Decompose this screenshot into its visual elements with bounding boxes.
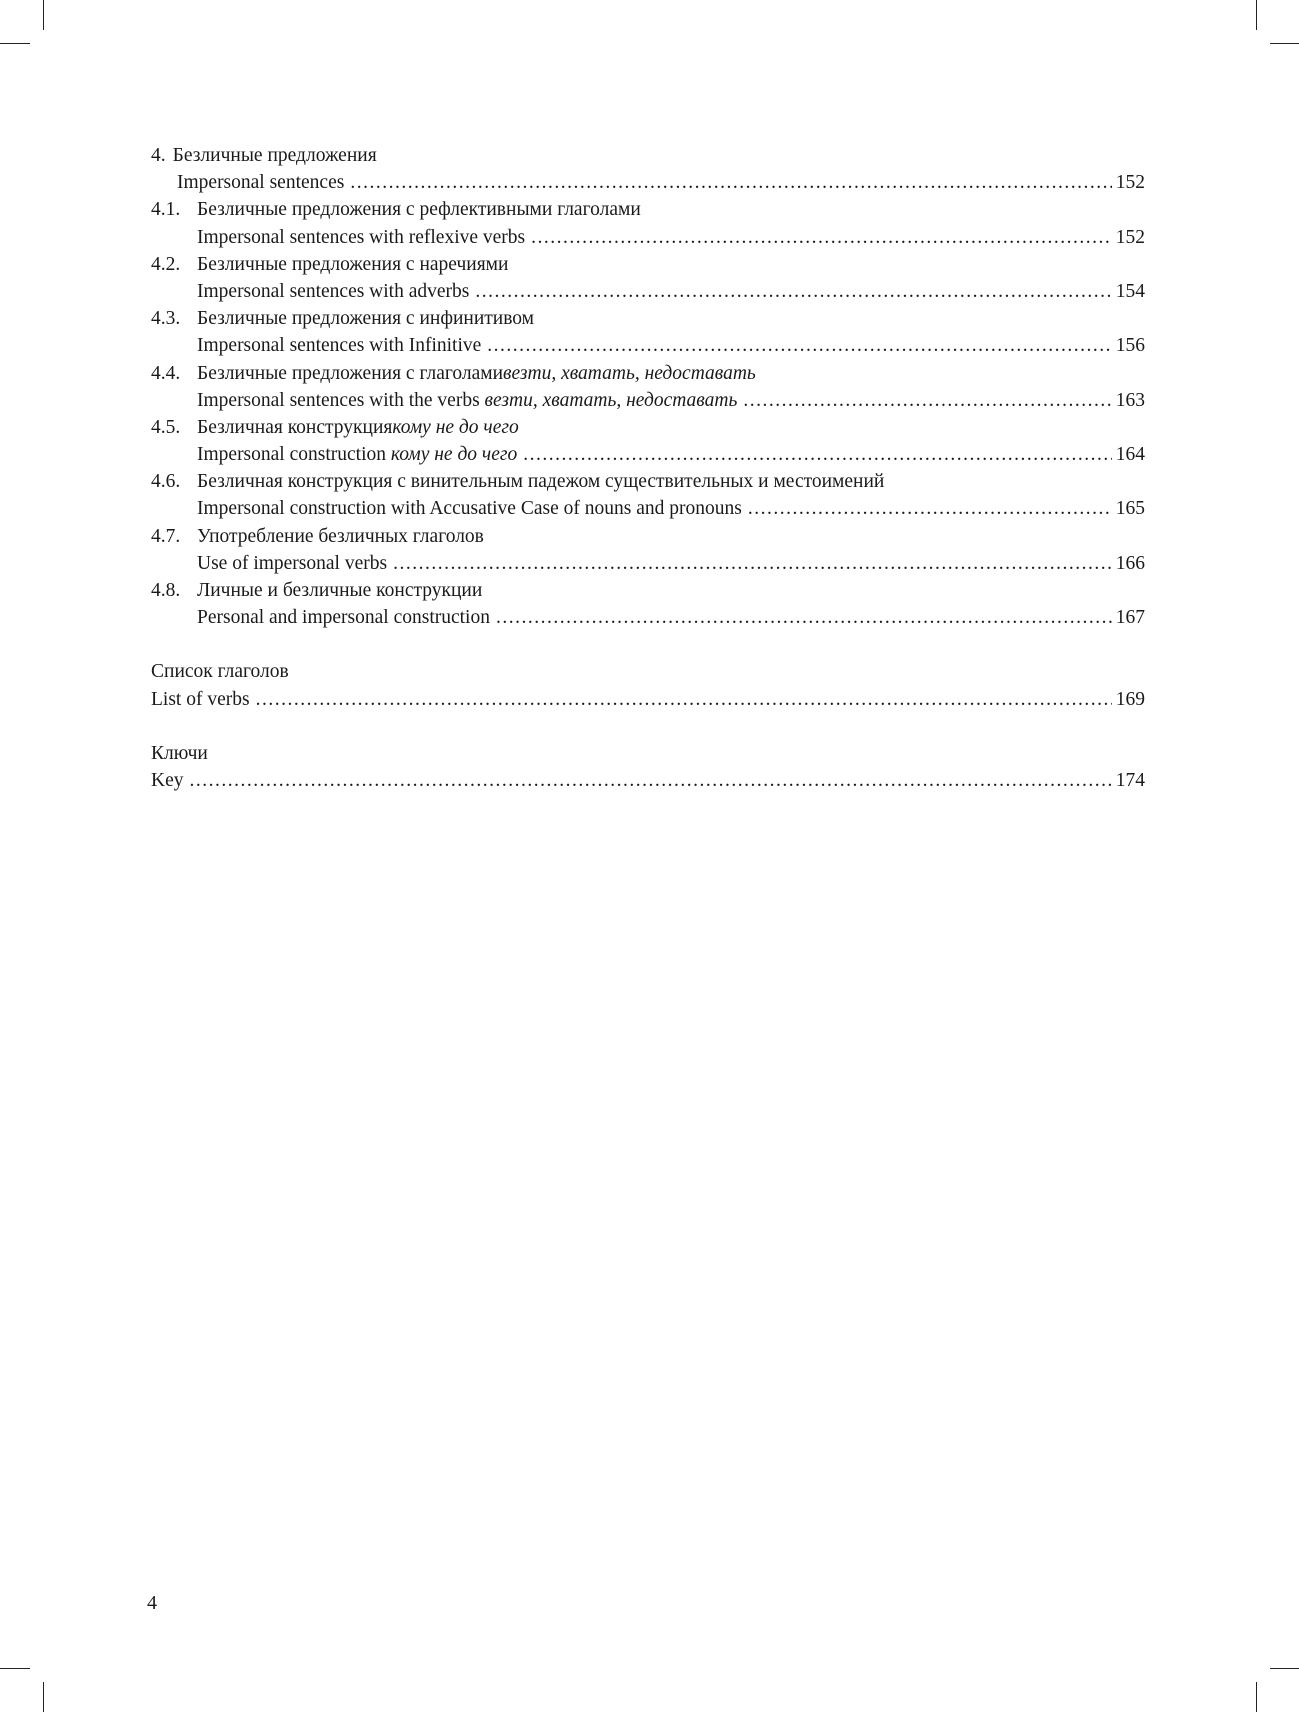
entry-title-en: Impersonal sentences with the verbs [197, 389, 485, 411]
entry-title-ru: Личные и безличные конструкции [197, 580, 483, 601]
entry-title-ru: Безличные предложения с инфинитивом [197, 308, 535, 330]
toc-entry-russian [151, 658, 1145, 685]
section-number: 4.7. [151, 525, 181, 547]
entry-title-en: Impersonal sentences with reflexive verbs [197, 226, 526, 248]
entry-title-en-italic: кому не до чего [390, 444, 518, 466]
dot-leader [496, 604, 1112, 631]
section-number: 4.2. [151, 253, 181, 275]
page-ref: 167 [1115, 607, 1145, 629]
toc-entry-russian [151, 360, 1145, 387]
toc-entry-russian [151, 740, 1145, 767]
page-ref: 169 [1115, 688, 1145, 710]
page-ref: 152 [1115, 226, 1145, 248]
dot-leader [743, 387, 1111, 414]
dot-leader [748, 495, 1112, 522]
page-ref: 166 [1115, 552, 1145, 574]
toc-entry-english[interactable] [151, 169, 1145, 196]
crop-mark [43, 0, 44, 30]
dot-leader [531, 224, 1112, 251]
section-number: 4.6. [151, 471, 181, 493]
crop-mark [0, 1668, 30, 1669]
toc-entry-russian [151, 523, 1145, 550]
entry-title-en-italic: везти, хватать, недоставать [484, 389, 738, 411]
entry-title-ru: Безличные предложения с рефлективными глаголами [197, 199, 641, 221]
dot-leader [475, 278, 1111, 305]
entry-title-ru-italic: кому не до чего [392, 416, 519, 438]
toc-entry-russian [151, 251, 1145, 278]
toc-entry-english[interactable] [151, 224, 1145, 251]
section-number: 4.1. [151, 199, 181, 221]
entry-title-en: Impersonal construction [197, 444, 391, 466]
page-ref: 154 [1115, 280, 1145, 302]
crop-mark [0, 43, 30, 44]
page-ref: 152 [1115, 172, 1145, 194]
entry-title-ru-italic: везти, хватать, недоставать [503, 362, 756, 384]
entry-title-ru: Безличные предложения с наречиями [197, 253, 509, 275]
dot-leader [350, 169, 1111, 196]
entry-title-ru: Ключи [151, 742, 208, 764]
page-ref: 164 [1115, 444, 1145, 466]
page-ref: 165 [1115, 498, 1145, 520]
page-ref: 156 [1115, 335, 1145, 357]
entry-title-en: Impersonal construction with Accusative Case of nouns and pronouns [197, 498, 742, 520]
crop-mark [43, 1682, 44, 1712]
entry-title-ru: Употребление безличных глаголов [197, 525, 484, 547]
entry-title-ru: Безличная конструкция с винительным падежом существительных и местоимений [197, 471, 885, 493]
section-number: 4.8. [151, 580, 181, 601]
crop-mark [1270, 43, 1299, 44]
dot-leader [190, 767, 1112, 794]
entry-title-en: Impersonal sentences with adverbs [197, 280, 470, 302]
page-ref: 163 [1115, 389, 1145, 411]
dot-leader [256, 686, 1112, 713]
toc-entry-russian [151, 196, 1145, 223]
toc-entry-english[interactable] [151, 332, 1145, 359]
section-number: 4. [151, 145, 166, 166]
toc-entry-russian [151, 577, 1145, 604]
toc-entry-russian [151, 305, 1145, 332]
toc-entry-russian [151, 414, 1145, 441]
entry-title-ru: Безличная конструкция [197, 416, 393, 438]
toc-entry-english[interactable] [151, 495, 1145, 522]
dot-leader [487, 332, 1111, 359]
section-number: 4.4. [151, 362, 181, 384]
toc-entry-english[interactable] [151, 767, 1145, 794]
dot-leader [523, 441, 1112, 468]
page-number: 4 [147, 1592, 157, 1614]
section-number: 4.5. [151, 416, 181, 438]
toc-entry-russian [151, 468, 1145, 495]
table-of-contents [151, 142, 1145, 794]
toc-entry-english[interactable] [151, 441, 1145, 468]
entry-title-en: Impersonal sentences with Infinitive [197, 335, 482, 357]
crop-mark [1270, 1668, 1299, 1669]
crop-mark [1256, 0, 1257, 30]
page-ref: 174 [1115, 769, 1145, 791]
entry-title-ru: Список глаголов [151, 661, 289, 683]
entry-title-ru: Безличные предложения с глаголами [197, 362, 504, 384]
entry-title-ru: Безличные предложения [172, 145, 377, 166]
entry-title-en: Impersonal sentences [177, 172, 345, 194]
crop-mark [1256, 1682, 1257, 1712]
section-number: 4.3. [151, 308, 181, 330]
toc-entry-english[interactable] [151, 550, 1145, 577]
toc-entry-english[interactable] [151, 604, 1145, 631]
entry-title-en: List of verbs [151, 688, 250, 710]
toc-entry-english[interactable] [151, 686, 1145, 713]
toc-entry-english[interactable] [151, 387, 1145, 414]
dot-leader [393, 550, 1112, 577]
entry-title-en: Personal and impersonal construction [197, 607, 490, 629]
entry-title-en: Use of impersonal verbs [197, 552, 388, 574]
entry-title-en: Key [151, 769, 184, 791]
toc-entry-english[interactable] [151, 278, 1145, 305]
toc-entry-russian [151, 142, 1145, 169]
